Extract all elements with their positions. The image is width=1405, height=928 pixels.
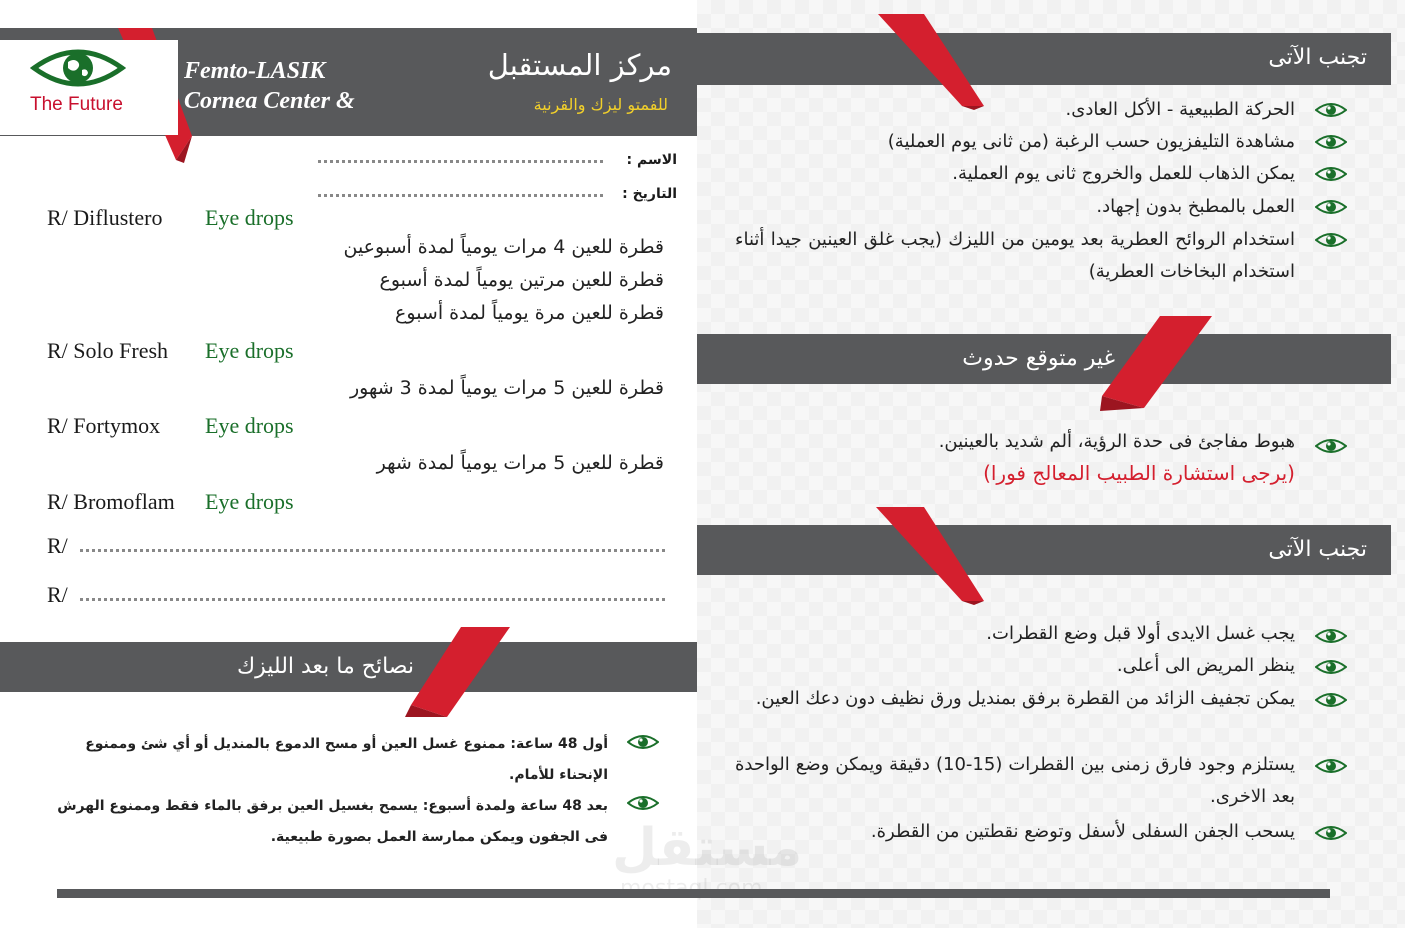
avoid-item: يسحب الجفن السفلى لأسفل وتوضع نقطتين من القطرة. [870,821,1295,842]
eye-bullet-icon [1315,101,1347,119]
avoid-item: العمل بالمطبخ بدون إجهاد. [1096,196,1295,217]
avoid-item: يجب غسل الايدى أولا قبل وضع القطرات. [986,623,1295,644]
rx-instruction: قطرة للعين 4 مرات يومياً لمدة أسبوعين [343,236,664,258]
eye-bullet-icon [627,794,659,812]
blank-rx-field[interactable] [80,549,665,552]
rx-name: R/ Solo Fresh [47,338,169,363]
avoid-item: استخدام الروائح العطرية بعد يومين من الليزك (يجب غلق العينين جيدا أثناء استخدام البخاخات العطرية) [735,229,1295,282]
eye-bullet-icon [1315,198,1347,216]
after-lasik-item: بعد 48 ساعة ولمدة أسبوع: يسمح بغسيل العين برفق بالماء فقط وممنوع الهرش فى الجفون ويمكن ممارسة العمل بصورة طبيعية. [57,798,608,845]
bottom-divider [57,889,1330,898]
eye-bullet-icon [1315,165,1347,183]
eye-bullet-icon [1315,824,1347,842]
rx-name: R/ Fortymox [47,413,161,438]
rx-instruction: قطرة للعين مرة يومياً لمدة أسبوع [395,302,664,324]
rx-instruction: قطرة للعين 5 مرات يومياً لمدة شهر [376,452,664,474]
eye-bullet-icon [1315,757,1347,775]
rx-type: Eye drops [205,205,294,230]
eye-bullet-icon [627,733,659,751]
rx-name: R/ Bromoflam [47,489,175,514]
eye-bullet-icon [1315,231,1347,249]
eye-bullet-icon [1315,658,1347,676]
name-field[interactable] [318,160,603,163]
eye-globe-logo-icon [30,44,126,92]
unexpected-warning: (يرجى استشارة الطبيب المعالج فورا) [983,461,1295,485]
rx-type: Eye drops [205,413,294,438]
english-title-line-1: Femto-LASIK [184,58,326,84]
after-lasik-item: أول 48 ساعة: ممنوع غسل العين أو مسح الدموع بالمنديل أو أي شئ وممنوع الإنحناء للأمام. [85,736,608,783]
avoid-title-1: تجنب الآتى [1268,45,1367,70]
unexpected-text: هبوط مفاجئ فى حدة الرؤية، ألم شديد بالعينين. [938,431,1295,452]
avoid-item: مشاهدة التليفزيون حسب الرغبة (من ثانى يوم العملية) [887,131,1295,152]
blank-rx-label: R/ [47,533,68,558]
blank-rx-field[interactable] [80,598,665,601]
avoid-item: الحركة الطبيعية - الأكل العادى. [1065,99,1295,120]
watermark: مستقل [612,818,803,878]
blank-rx-label: R/ [47,582,68,607]
rx-type: Eye drops [205,338,294,363]
rx-name: R/ Diflustero [47,205,163,230]
avoid-ribbon-2 [876,507,994,605]
avoid-item: يستلزم وجود فارق زمنى بين القطرات (15-10) دقيقة ويمكن وضع الواحدة بعد الاخرى. [735,754,1295,807]
avoid-title-2: تجنب الآتى [1268,537,1367,562]
name-label: الاسم : [626,152,677,168]
unexpected-ribbon [1100,316,1215,411]
logo-text: The Future [30,94,123,115]
arabic-title: مركز المستقبل [487,48,672,82]
rx-instruction: قطرة للعين مرتين يومياً لمدة أسبوع [379,269,664,291]
eye-bullet-icon [1315,133,1347,151]
date-field[interactable] [318,194,603,197]
arabic-subtitle: للفمتو ليزك والقرنية [533,95,668,114]
unexpected-title: غير متوقع حدوث [962,346,1115,371]
after-lasik-title: نصائح ما بعد الليزك [237,654,414,679]
eye-bullet-icon [1315,627,1347,645]
after-lasik-ribbon [405,627,515,722]
rx-type: Eye drops [205,489,294,514]
eye-bullet-icon [1315,437,1347,455]
english-title-line-2: Cornea Center & [184,88,355,114]
date-label: التاريخ : [622,186,677,202]
avoid-item: ينظر المريض الى أعلى. [1116,655,1295,676]
eye-bullet-icon [1315,691,1347,709]
avoid-item: يمكن الذهاب للعمل والخروج ثانى يوم العملية. [952,163,1295,184]
avoid-item: يمكن تجفيف الزائد من القطرة برفق بمنديل ورق نظيف دون دعك العين. [755,688,1295,709]
rx-instruction: قطرة للعين 5 مرات يومياً لمدة 3 شهور [349,377,664,399]
